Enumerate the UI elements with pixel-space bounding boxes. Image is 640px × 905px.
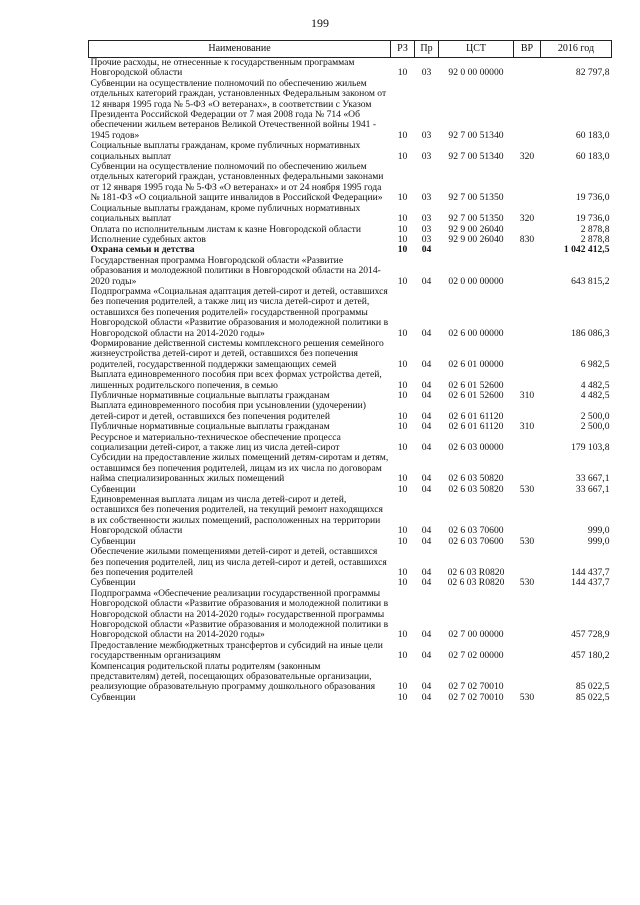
row-cst: 02 6 01 00000 xyxy=(448,358,504,370)
row-sum: 85 022,5 xyxy=(575,681,610,693)
row-pr: 03 xyxy=(421,192,432,204)
row-pr: 03 xyxy=(421,223,432,235)
row-vr xyxy=(514,453,541,484)
table-row xyxy=(89,693,612,703)
table-row xyxy=(89,141,612,162)
row-rz: 10 xyxy=(397,535,408,547)
table-row xyxy=(89,641,612,662)
row-cst: 02 7 02 70010 xyxy=(448,691,504,703)
row-vr: 530 xyxy=(519,691,535,703)
row-vr: 320 xyxy=(519,213,535,225)
table-row xyxy=(89,547,612,578)
row-sum: 2 500,0 xyxy=(580,421,610,433)
row-name: Подпрограмма «Социальная адаптация детей-сирот и детей, оставшихся без попечения родителей, а также лиц из числа детей-сирот и детей, оставшихся без попечения родителей» государственной программы Новгородской области «Развитие образования и молодежной политики в Новгородской области на 2014-2020 годы» xyxy=(90,285,389,339)
row-rz: 10 xyxy=(397,327,408,339)
table-row xyxy=(89,287,612,339)
row-cst: 92 7 00 51350 xyxy=(448,213,504,225)
row-name: Прочие расходы, не отнесенные к государственным программам Новгородской области xyxy=(90,57,355,79)
row-sum: 33 667,1 xyxy=(575,483,610,495)
row-sum: 457 728,9 xyxy=(571,629,610,641)
row-rz: 10 xyxy=(397,192,408,204)
row-sum: 186 086,3 xyxy=(571,327,610,339)
row-cst: 02 6 03 50820 xyxy=(448,483,504,495)
row-vr: 310 xyxy=(519,421,535,433)
row-name: Государственная программа Новгородской области «Развитие образования и молодежной политики в Новгородской области на 2014-2020 годы» xyxy=(90,254,381,287)
row-rz: 10 xyxy=(397,473,408,485)
row-rz: 10 xyxy=(397,379,408,391)
row-pr: 04 xyxy=(421,525,432,537)
table-row xyxy=(89,162,612,204)
row-cst: 02 6 03 50820 xyxy=(448,473,504,485)
row-sum: 82 797,8 xyxy=(575,67,610,79)
row-vr xyxy=(514,495,541,537)
table-row xyxy=(89,589,612,641)
row-pr: 03 xyxy=(421,67,432,79)
table-row xyxy=(89,370,612,391)
table-row xyxy=(89,433,612,454)
row-cst: 02 6 01 61120 xyxy=(448,421,504,433)
row-rz: 10 xyxy=(397,223,408,235)
row-sum: 60 183,0 xyxy=(575,129,610,141)
row-rz: 10 xyxy=(397,150,408,162)
row-cst: 02 7 00 00000 xyxy=(448,629,504,641)
row-vr xyxy=(514,287,541,339)
row-name: Субвенции xyxy=(90,691,136,703)
row-cst: 92 9 00 26040 xyxy=(448,233,504,245)
row-vr xyxy=(514,339,541,370)
row-cst: 02 0 00 00000 xyxy=(448,275,504,287)
row-pr: 04 xyxy=(421,358,432,370)
row-sum: 85 022,5 xyxy=(575,691,610,703)
row-sum: 19 736,0 xyxy=(575,213,610,225)
row-rz: 10 xyxy=(397,213,408,225)
row-sum: 4 482,5 xyxy=(580,390,610,401)
row-vr xyxy=(514,433,541,454)
row-rz: 10 xyxy=(397,525,408,537)
row-name: Предоставление межбюджетных трансфертов и субсидий на иные цели государственным организациям xyxy=(90,639,383,662)
row-cst: 02 6 03 R0820 xyxy=(447,566,505,578)
header-sum: 2016 год xyxy=(541,41,612,58)
row-pr: 04 xyxy=(421,650,432,662)
table-row xyxy=(89,662,612,693)
row-rz: 10 xyxy=(397,410,408,422)
row-name: Выплата единовременного пособия при всех формах устройства детей, лишенных родительского попечения, в семью xyxy=(90,369,382,391)
table-header-row xyxy=(89,41,612,58)
row-pr: 03 xyxy=(421,213,432,225)
row-name: Оплата по исполнительным листам к казне Новгородской области xyxy=(90,223,361,235)
row-vr: 320 xyxy=(519,150,535,162)
row-name: Субвенции xyxy=(90,535,136,547)
row-sum: 999,0 xyxy=(587,525,610,537)
row-cst: 02 6 01 52600 xyxy=(448,390,504,401)
row-rz: 10 xyxy=(397,577,408,589)
row-vr xyxy=(514,589,541,641)
row-rz: 10 xyxy=(397,681,408,693)
row-cst: 92 7 00 51340 xyxy=(448,129,504,141)
row-vr xyxy=(514,641,541,662)
row-rz: 10 xyxy=(397,442,408,454)
table-row xyxy=(89,204,612,225)
row-pr: 04 xyxy=(421,681,432,693)
row-sum: 1 042 412,5 xyxy=(563,244,610,256)
row-cst: 02 6 03 70600 xyxy=(448,535,504,547)
row-vr xyxy=(514,162,541,204)
row-name: Субвенции xyxy=(90,483,136,495)
header-rz: РЗ xyxy=(391,41,415,58)
row-name: Социальные выплаты гражданам, кроме публичных нормативных социальных выплат xyxy=(90,140,361,162)
row-vr xyxy=(514,547,541,578)
row-name: Компенсация родительской платы родителям (законным представителям) детей, посещающих образовательные организации, реализующие образовательную программу дошкольного образования xyxy=(90,660,376,693)
row-cst: 02 6 03 R0820 xyxy=(447,577,505,589)
row-cst: 02 6 00 00000 xyxy=(448,327,504,339)
row-pr: 03 xyxy=(421,233,432,245)
row-pr: 04 xyxy=(421,535,432,547)
row-pr: 04 xyxy=(421,577,432,589)
row-sum: 33 667,1 xyxy=(575,473,610,485)
row-pr: 04 xyxy=(421,421,432,433)
row-vr xyxy=(514,662,541,693)
header-name: Наименование xyxy=(89,41,391,58)
row-name: Субвенции на осуществление полномочий по обеспечению жильем отдельных категорий граждан, установленных федеральными законами от 12 января 1995 года № 5-ФЗ «О ветеранах» и от 24 ноября 1995 года № 181-ФЗ «О социальной защите инвалидов в Российской Федерации» xyxy=(90,161,384,204)
row-name: Субвенции xyxy=(90,577,136,589)
row-rz: 10 xyxy=(397,650,408,662)
row-rz: 10 xyxy=(397,358,408,370)
table-row xyxy=(89,453,612,484)
row-cst: 92 7 00 51350 xyxy=(448,192,504,204)
row-cst: 92 7 00 51340 xyxy=(448,150,504,162)
row-sum: 999,0 xyxy=(587,535,610,547)
row-name: Субсидии на предоставление жилых помещений детям-сиротам и детям, оставшимся без попечения родителей, лицам из их числа по договорам найма специализированных жилых помещений xyxy=(90,452,389,485)
row-rz: 10 xyxy=(397,421,408,433)
row-cst: 02 6 03 70600 xyxy=(448,525,504,537)
row-vr xyxy=(514,245,541,255)
row-name: Формирование действенной системы комплексного решения семейного жизнеустройства детей-сирот и детей, оставшихся без попечения родителей, государственной поддержки замещающих семей xyxy=(90,337,384,370)
row-sum: 4 482,5 xyxy=(580,379,610,391)
row-vr xyxy=(514,256,541,287)
row-sum: 2 878,8 xyxy=(580,223,610,235)
row-sum: 643 815,2 xyxy=(571,275,610,287)
row-rz: 10 xyxy=(397,390,408,401)
table-row xyxy=(89,401,612,422)
table-row xyxy=(89,339,612,370)
row-vr: 530 xyxy=(519,483,535,495)
row-name: Охрана семьи и детства xyxy=(90,244,195,256)
page-number: 199 xyxy=(311,16,329,30)
row-rz: 10 xyxy=(397,233,408,245)
row-sum: 144 437,7 xyxy=(571,566,610,578)
row-name: Социальные выплаты гражданам, кроме публичных нормативных социальных выплат xyxy=(90,202,361,225)
row-rz: 10 xyxy=(397,483,408,495)
row-cst: 02 7 02 70010 xyxy=(448,681,504,693)
row-pr: 04 xyxy=(421,327,432,339)
table-row xyxy=(89,495,612,537)
row-name: Исполнение судебных актов xyxy=(90,233,206,245)
row-name: Обеспечение жилыми помещениями детей-сирот и детей, оставшихся без попечения родителей, лиц из числа детей-сирот и детей, оставшихся без попечения родителей xyxy=(90,546,387,578)
table-body xyxy=(89,58,612,704)
row-sum: 6 982,5 xyxy=(580,358,610,370)
row-cst: 92 9 00 26040 xyxy=(448,223,504,235)
row-pr: 04 xyxy=(421,629,432,641)
row-pr: 04 xyxy=(421,244,432,256)
row-pr: 04 xyxy=(421,410,432,422)
row-rz: 10 xyxy=(397,129,408,141)
row-pr: 04 xyxy=(421,473,432,485)
row-vr xyxy=(514,79,541,141)
row-pr: 04 xyxy=(421,442,432,454)
row-cst xyxy=(439,245,514,255)
row-name: Подпрограмма «Обеспечение реализации государственной программы Новгородской области «Развитие образования и молодежной политики в Новгородской области на 2014-2020 годы» государственной программы Новгородской области «Развитие образования и молодежной политики в Новгородской области на 2014-2020 годы» xyxy=(90,587,389,641)
row-pr: 03 xyxy=(421,150,432,162)
row-sum: 457 180,2 xyxy=(571,650,610,662)
row-name: Публичные нормативные социальные выплаты гражданам xyxy=(90,390,330,401)
row-pr: 04 xyxy=(421,691,432,703)
row-pr: 04 xyxy=(421,483,432,495)
row-rz: 10 xyxy=(397,691,408,703)
row-vr: 530 xyxy=(519,577,535,589)
row-cst: 02 6 01 52600 xyxy=(448,379,504,391)
table-row xyxy=(89,58,612,79)
row-name: Единовременная выплата лицам из числа детей-сирот и детей, оставшихся без попечения родителей, на текущий ремонт находящихся в их собственности жилых помещений, расположенных на территории Новгородской области xyxy=(90,494,383,537)
header-pr: Пр xyxy=(415,41,439,58)
row-cst: 92 0 00 00000 xyxy=(448,67,504,79)
header-cst: ЦСТ xyxy=(439,41,514,58)
row-vr: 530 xyxy=(519,535,535,547)
row-pr: 03 xyxy=(421,129,432,141)
row-vr xyxy=(514,401,541,422)
row-sum: 2 878,8 xyxy=(580,233,610,245)
row-rz: 10 xyxy=(397,244,408,256)
row-vr xyxy=(514,370,541,391)
row-name: Выплата единовременного пособия при усыновлении (удочерении) детей-сирот и детей, оставшихся без попечения родителей xyxy=(90,400,366,422)
row-vr: 310 xyxy=(519,390,535,401)
row-cst: 02 6 01 61120 xyxy=(448,410,504,422)
row-sum: 179 103,8 xyxy=(571,442,610,454)
row-pr: 04 xyxy=(421,566,432,578)
row-rz: 10 xyxy=(397,275,408,287)
row-name: Публичные нормативные социальные выплаты гражданам xyxy=(90,421,330,433)
table-row xyxy=(89,79,612,141)
row-rz: 10 xyxy=(397,566,408,578)
header-vr: ВР xyxy=(514,41,541,58)
row-name: Субвенции на осуществление полномочий по обеспечению жильем отдельных категорий граждан, установленных Федеральным законом от 12 января 1995 года № 5-ФЗ «О ветеранах», в соответствии с Указом Президента Российской Федерации от 7 мая 2008 года № 714 «Об обеспечении жильем ветеранов Великой Отечественной войны 1941 - 1945 годов» xyxy=(90,77,387,141)
row-pr: 04 xyxy=(421,390,432,401)
table-row xyxy=(89,256,612,287)
row-sum: 60 183,0 xyxy=(575,150,610,162)
row-pr: 04 xyxy=(421,275,432,287)
row-sum: 144 437,7 xyxy=(571,577,610,589)
budget-table xyxy=(88,40,612,703)
row-sum: 19 736,0 xyxy=(575,192,610,204)
row-sum: 2 500,0 xyxy=(580,410,610,422)
row-cst: 02 6 03 00000 xyxy=(448,442,504,454)
row-vr: 830 xyxy=(519,233,535,245)
row-name: Ресурсное и материально-техническое обеспечение процесса социализации детей-сирот, а также лиц из числа детей-сирот xyxy=(90,431,341,454)
row-rz: 10 xyxy=(397,67,408,79)
row-vr xyxy=(514,58,541,79)
row-rz: 10 xyxy=(397,629,408,641)
row-pr: 04 xyxy=(421,379,432,391)
row-cst: 02 7 02 00000 xyxy=(448,650,504,662)
